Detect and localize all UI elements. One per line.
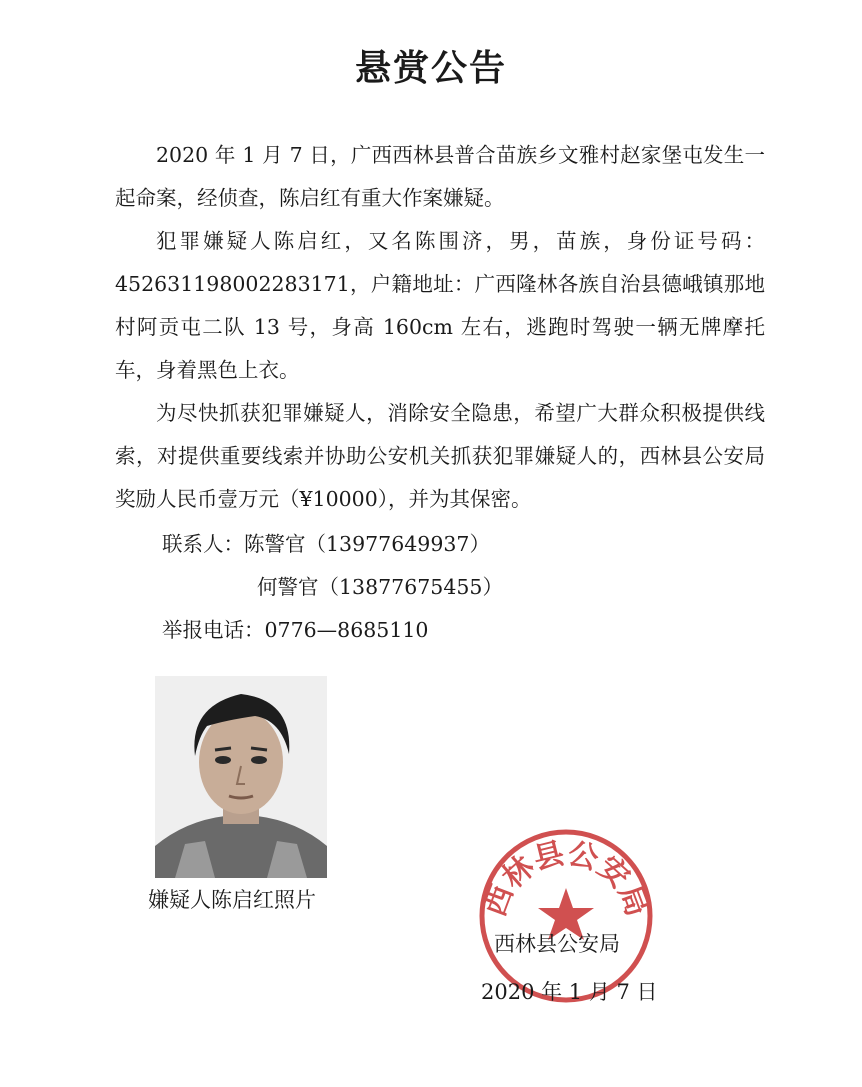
contact-row-first <box>162 523 503 566</box>
contact-second: 何警官（13877675455） <box>257 575 503 599</box>
signature-organization: 西林县公安局 <box>494 932 620 956</box>
suspect-portrait-icon <box>155 676 327 878</box>
hotline: 举报电话：0776—8685110 <box>162 618 429 642</box>
suspect-paragraph: 犯罪嫌疑人陈启红，又名陈围济，男，苗族，身份证号码：452631198002283171，户籍地址：广西隆林各族自治县德峨镇那地村阿贡屯二队 13 号，身高 160cm 左右，逃跑时驾驶一辆无牌摩托车，身着黑色上衣。 <box>115 229 765 382</box>
notice-title: 悬赏公告 <box>354 48 507 89</box>
suspect-photo <box>155 676 327 878</box>
contact-block <box>162 523 503 652</box>
notice-body <box>115 134 765 521</box>
reward-paragraph: 为尽快抓获犯罪嫌疑人，消除安全隐患，希望广大群众积极提供线索，对提供重要线索并协助公安机关抓获犯罪嫌疑人的，西林县公安局奖励人民币壹万元（¥10000），并为其保密。 <box>115 401 765 511</box>
photo-caption: 嫌疑人陈启红照片 <box>148 888 316 912</box>
contact-first: 陈警官（13977649937） <box>244 532 490 556</box>
contact-label: 联系人： <box>162 532 244 556</box>
signature-date: 2020 年 1 月 7 日 <box>481 980 658 1004</box>
case-paragraph: 2020 年 1 月 7 日，广西西林县普合苗族乡文雅村赵家堡屯发生一起命案，经侦查，陈启红有重大作案嫌疑。 <box>115 143 765 210</box>
seal-text: 西林县公安局 <box>477 835 655 922</box>
